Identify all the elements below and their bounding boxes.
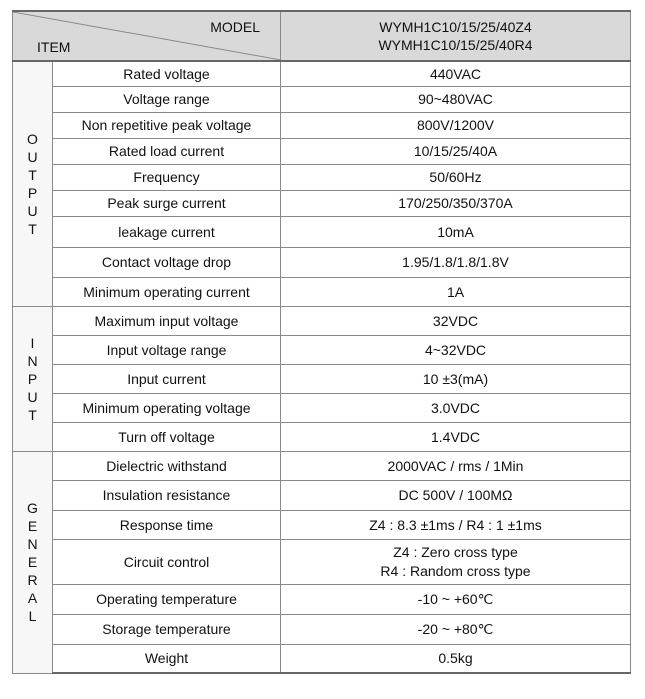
group-letter: N: [27, 352, 38, 369]
param-name: Minimum operating voltage: [53, 393, 281, 422]
param-name: Rated load current: [53, 138, 281, 164]
param-value: 32VDC: [432, 312, 479, 329]
group-label-input: [13, 306, 53, 451]
item-header-label: ITEM: [37, 39, 71, 55]
param-name: Circuit control: [53, 539, 281, 584]
param-value-cell: [281, 216, 631, 247]
param-value: R4 : Random cross type: [380, 562, 531, 579]
group-letter: R: [27, 572, 38, 588]
param-value-cell: [281, 539, 631, 584]
param-value: Z4 : Zero cross type: [393, 543, 518, 560]
group-letter: E: [27, 518, 38, 534]
param-value: Z4 : 8.3 ±1ms / R4 : 1 ±1ms: [369, 516, 542, 533]
group-letter: A: [27, 590, 38, 606]
param-value-cell: [281, 306, 631, 335]
spec-sheet: [12, 10, 630, 674]
param-value-cell: [281, 138, 631, 164]
model-values-cell: [281, 11, 631, 61]
table-row: [13, 480, 631, 510]
group-letter: T: [28, 166, 37, 183]
group-letter: L: [28, 608, 37, 624]
table-row: [13, 247, 631, 277]
param-value: -20 ~ +80℃: [417, 620, 494, 637]
param-value: 170/250/350/370A: [398, 195, 513, 211]
group-letter: T: [28, 220, 37, 237]
param-value-cell: [281, 190, 631, 216]
table-row: [13, 112, 631, 138]
param-value-cell: [281, 480, 631, 510]
group-letter: U: [27, 388, 38, 405]
param-name: Contact voltage drop: [53, 247, 281, 277]
table-row: [13, 277, 631, 306]
param-value-cell: [281, 584, 631, 614]
table-row: [13, 335, 631, 364]
model-value: WYMH1C10/15/25/40R4: [378, 37, 533, 53]
group-letter: U: [27, 148, 38, 165]
param-value: DC 500V / 100MΩ: [398, 487, 513, 503]
table-row: [13, 510, 631, 539]
param-value: 1A: [446, 283, 465, 300]
model-header-label: MODEL: [210, 19, 260, 35]
table-row: [13, 61, 631, 86]
param-value-cell: [281, 451, 631, 480]
param-name: Voltage range: [53, 86, 281, 112]
param-value-cell: [281, 393, 631, 422]
param-value-cell: [281, 335, 631, 364]
param-value: 1.95/1.8/1.8/1.8V: [402, 254, 509, 270]
param-value-cell: [281, 644, 631, 673]
param-name: Peak surge current: [53, 190, 281, 216]
param-value: 10 ±3(mA): [422, 370, 489, 387]
param-value: 440VAC: [429, 65, 482, 82]
param-name: Storage temperature: [53, 614, 281, 644]
param-name: Frequency: [53, 164, 281, 190]
group-letter: G: [27, 500, 38, 516]
header-corner-cell: [13, 11, 281, 61]
param-value-cell: [281, 112, 631, 138]
param-value-cell: [281, 364, 631, 393]
table-row: [13, 393, 631, 422]
table-row: [13, 86, 631, 112]
table-row: [13, 364, 631, 393]
group-letter: U: [27, 202, 38, 219]
param-value-cell: [281, 614, 631, 644]
param-name: Input voltage range: [53, 335, 281, 364]
param-name: Dielectric withstand: [53, 451, 281, 480]
table-row: [13, 451, 631, 480]
param-value: 3.0VDC: [430, 399, 481, 416]
param-value: 0.5kg: [438, 650, 473, 667]
param-value: 90~480VAC: [418, 91, 493, 107]
param-name: Non repetitive peak voltage: [53, 112, 281, 138]
param-name: Weight: [53, 644, 281, 673]
table-row: [13, 306, 631, 335]
param-value: 10/15/25/40A: [413, 143, 498, 159]
param-value: 4~32VDC: [424, 341, 487, 358]
spec-table: [12, 10, 631, 674]
param-value-cell: [281, 422, 631, 451]
param-name: Insulation resistance: [53, 480, 281, 510]
table-row: [13, 614, 631, 644]
param-name: Operating temperature: [53, 584, 281, 614]
param-value-cell: [281, 86, 631, 112]
table-row: [13, 138, 631, 164]
group-letter: O: [27, 130, 38, 147]
group-label-general: [13, 451, 53, 673]
param-value-cell: [281, 247, 631, 277]
param-name: Input current: [53, 364, 281, 393]
param-value: 2000VAC / rms / 1Min: [387, 457, 524, 474]
param-name: leakage current: [53, 216, 281, 247]
group-label-output: [13, 61, 53, 306]
group-letter: T: [28, 406, 37, 423]
param-value-cell: [281, 510, 631, 539]
table-row: [13, 422, 631, 451]
param-value: -10 ~ +60℃: [417, 590, 494, 607]
param-name: Response time: [53, 510, 281, 539]
table-row: [13, 216, 631, 247]
param-value-cell: [281, 164, 631, 190]
table-row: [13, 584, 631, 614]
param-name: Turn off voltage: [53, 422, 281, 451]
table-row: [13, 190, 631, 216]
group-letter: E: [27, 554, 38, 570]
table-row: [13, 539, 631, 584]
header-row: [13, 11, 631, 61]
param-name: Minimum operating current: [53, 277, 281, 306]
group-letter: P: [27, 370, 38, 387]
param-value: 50/60Hz: [429, 169, 482, 185]
param-value: 1.4VDC: [430, 428, 481, 445]
param-value-cell: [281, 61, 631, 86]
group-letter: P: [27, 184, 38, 201]
table-row: [13, 644, 631, 673]
param-value: 10mA: [437, 223, 474, 240]
param-value-cell: [281, 277, 631, 306]
model-value: WYMH1C10/15/25/40Z4: [379, 19, 532, 35]
param-name: Maximum input voltage: [53, 306, 281, 335]
param-name: Rated voltage: [53, 61, 281, 86]
table-row: [13, 164, 631, 190]
spec-body: [13, 61, 631, 673]
param-value: 800V/1200V: [416, 117, 495, 133]
group-letter: I: [30, 334, 35, 351]
group-letter: N: [27, 536, 38, 552]
